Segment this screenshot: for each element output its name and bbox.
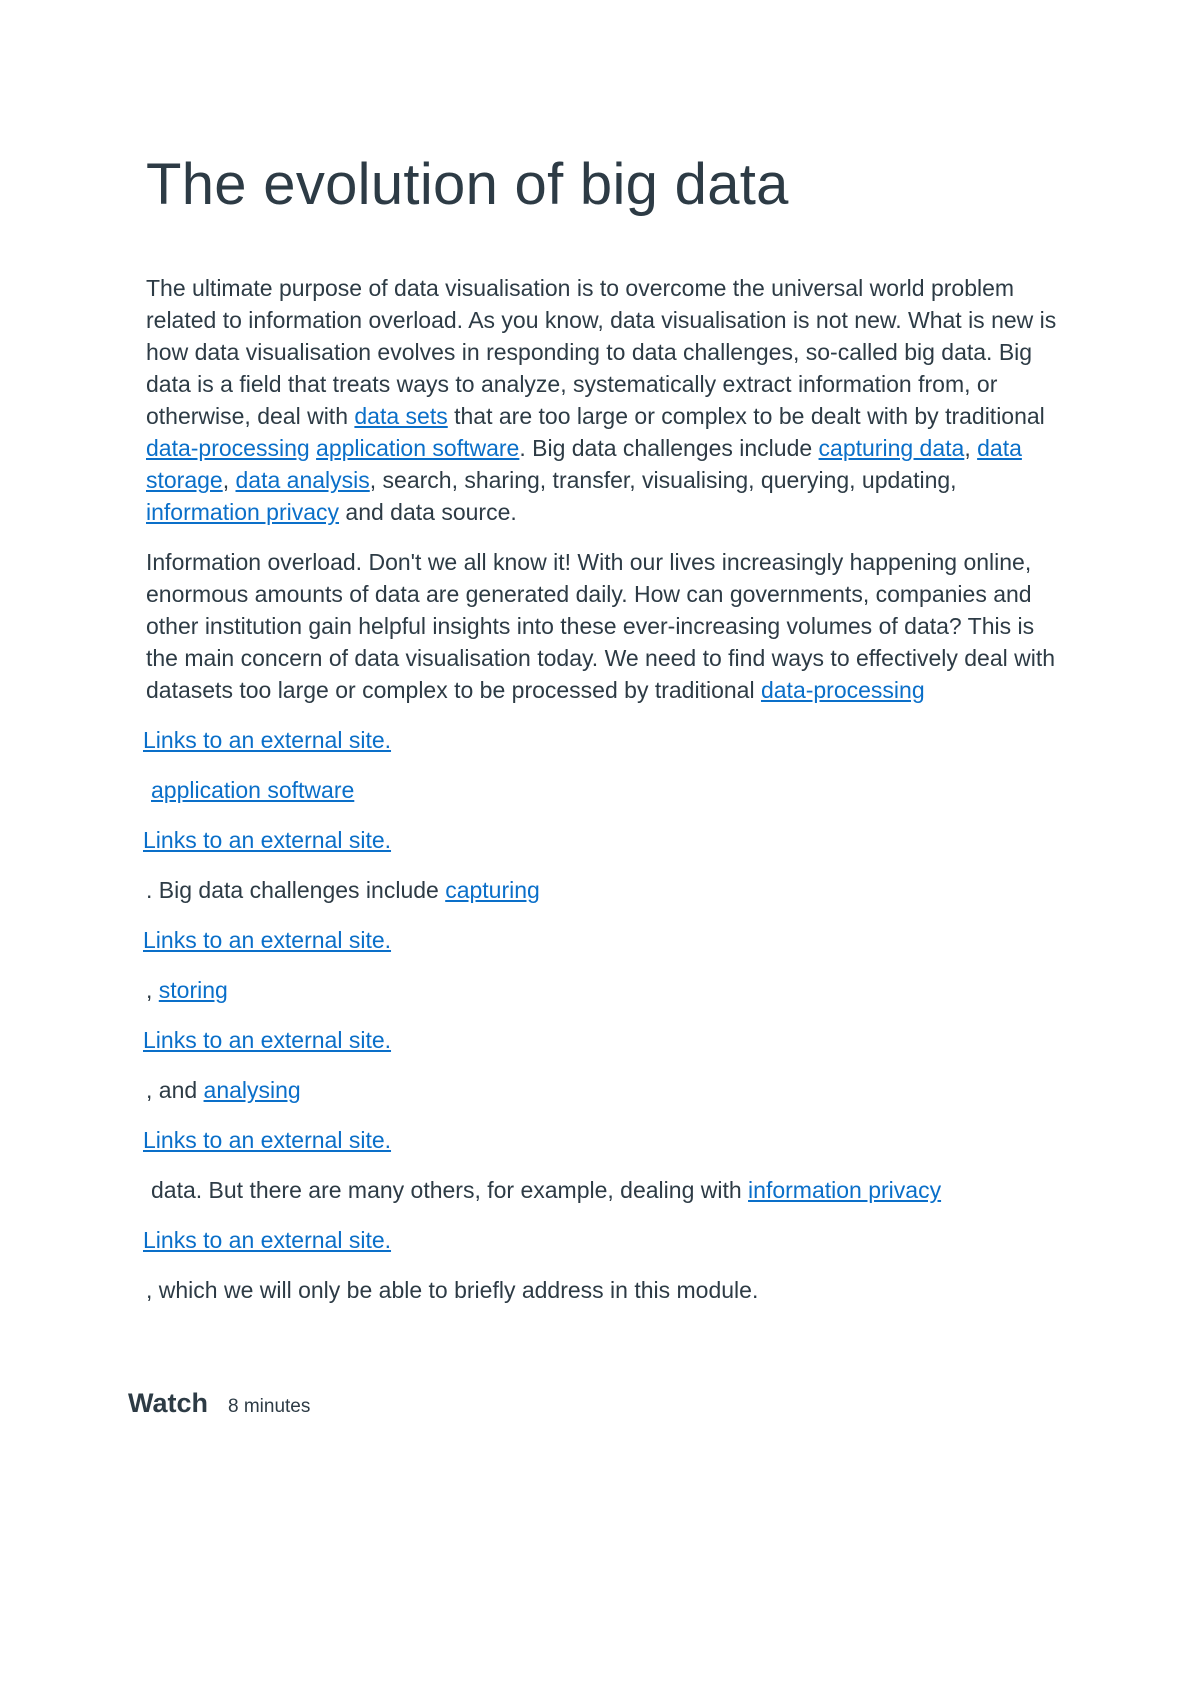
data-storage-link[interactable]: data storage bbox=[146, 435, 1022, 493]
fragment-text: data. But there are many others, for example, dealing with bbox=[151, 1177, 749, 1203]
external-site-link[interactable]: Links to an external site. bbox=[143, 927, 392, 953]
article bbox=[143, 150, 1066, 1324]
fragment-text: , bbox=[146, 977, 159, 1003]
overload-paragraph bbox=[146, 546, 1066, 706]
paragraph-text: . Big data challenges include bbox=[519, 435, 819, 461]
fragment-line bbox=[146, 874, 1066, 906]
data-processing-link[interactable]: data-processing bbox=[146, 435, 310, 461]
capturing-link[interactable]: capturing bbox=[445, 877, 540, 903]
closing-text: , which we will only be able to briefly address in this module. bbox=[146, 1277, 759, 1303]
external-site-link[interactable]: Links to an external site. bbox=[143, 1127, 392, 1153]
external-link-line bbox=[143, 824, 1066, 856]
watch-duration: 8 minutes bbox=[228, 1396, 311, 1417]
paragraph-text: The ultimate purpose of data visualisation is to overcome the universal world problem related to information overload. As you know, data visualisation is not new. What is new is how data visualisation evolves in responding to data challenges, so-called big data. Big data is a field that treats ways to analyze, systematically extract information from, or otherwise, deal with bbox=[146, 275, 1057, 429]
fragment-line bbox=[146, 1274, 1066, 1306]
fragment-line bbox=[146, 1074, 1066, 1106]
application-software-link-2[interactable]: application software bbox=[151, 777, 355, 803]
external-site-link[interactable]: Links to an external site. bbox=[143, 1227, 392, 1253]
fragment-text: , and bbox=[146, 1077, 204, 1103]
paragraph-text: Information overload. Don't we all know it! With our lives increasingly happening online, enormous amounts of data are generated daily. How can governments, companies and other institution gain helpful insights into these ever-increasing volumes of data? This is the main concern of data visualisation today. We need to find ways to effectively deal with datasets too large or complex to be processed by traditional bbox=[146, 549, 1056, 703]
paragraph-text: , bbox=[964, 435, 978, 461]
external-link-line bbox=[143, 924, 1066, 956]
capturing-data-link[interactable]: capturing data bbox=[818, 435, 965, 461]
external-site-link[interactable]: Links to an external site. bbox=[143, 1027, 392, 1053]
watch-heading: Watch bbox=[128, 1388, 208, 1418]
data-analysis-link[interactable]: data analysis bbox=[235, 467, 370, 493]
external-site-link[interactable]: Links to an external site. bbox=[143, 727, 392, 753]
watch-section bbox=[128, 1388, 310, 1419]
information-privacy-link-2[interactable]: information privacy bbox=[748, 1177, 942, 1203]
storing-link[interactable]: storing bbox=[158, 977, 228, 1003]
external-link-line bbox=[143, 1124, 1066, 1156]
paragraph-text: , bbox=[222, 467, 236, 493]
paragraph-text: and data source. bbox=[339, 499, 517, 525]
external-site-link[interactable]: Links to an external site. bbox=[143, 827, 392, 853]
fragment-line bbox=[151, 774, 1066, 806]
intro-paragraph bbox=[146, 272, 1066, 528]
information-privacy-link[interactable]: information privacy bbox=[146, 499, 340, 525]
data-processing-link-2[interactable]: data-processing bbox=[760, 677, 925, 703]
paragraph-text: , search, sharing, transfer, visualising, querying, updating, bbox=[369, 467, 957, 493]
page-title: The evolution of big data bbox=[146, 152, 789, 217]
data-sets-link[interactable]: data sets bbox=[354, 403, 448, 429]
fragment-line bbox=[151, 1174, 1066, 1206]
application-software-link[interactable]: application software bbox=[316, 435, 520, 461]
external-link-line bbox=[143, 724, 1066, 756]
fragment-line bbox=[146, 974, 1066, 1006]
external-link-line bbox=[143, 1224, 1066, 1256]
analysing-link[interactable]: analysing bbox=[203, 1077, 301, 1103]
external-link-line bbox=[143, 1024, 1066, 1056]
paragraph-text: that are too large or complex to be dealt with by traditional bbox=[447, 403, 1045, 429]
fragment-text: . Big data challenges include bbox=[146, 877, 446, 903]
